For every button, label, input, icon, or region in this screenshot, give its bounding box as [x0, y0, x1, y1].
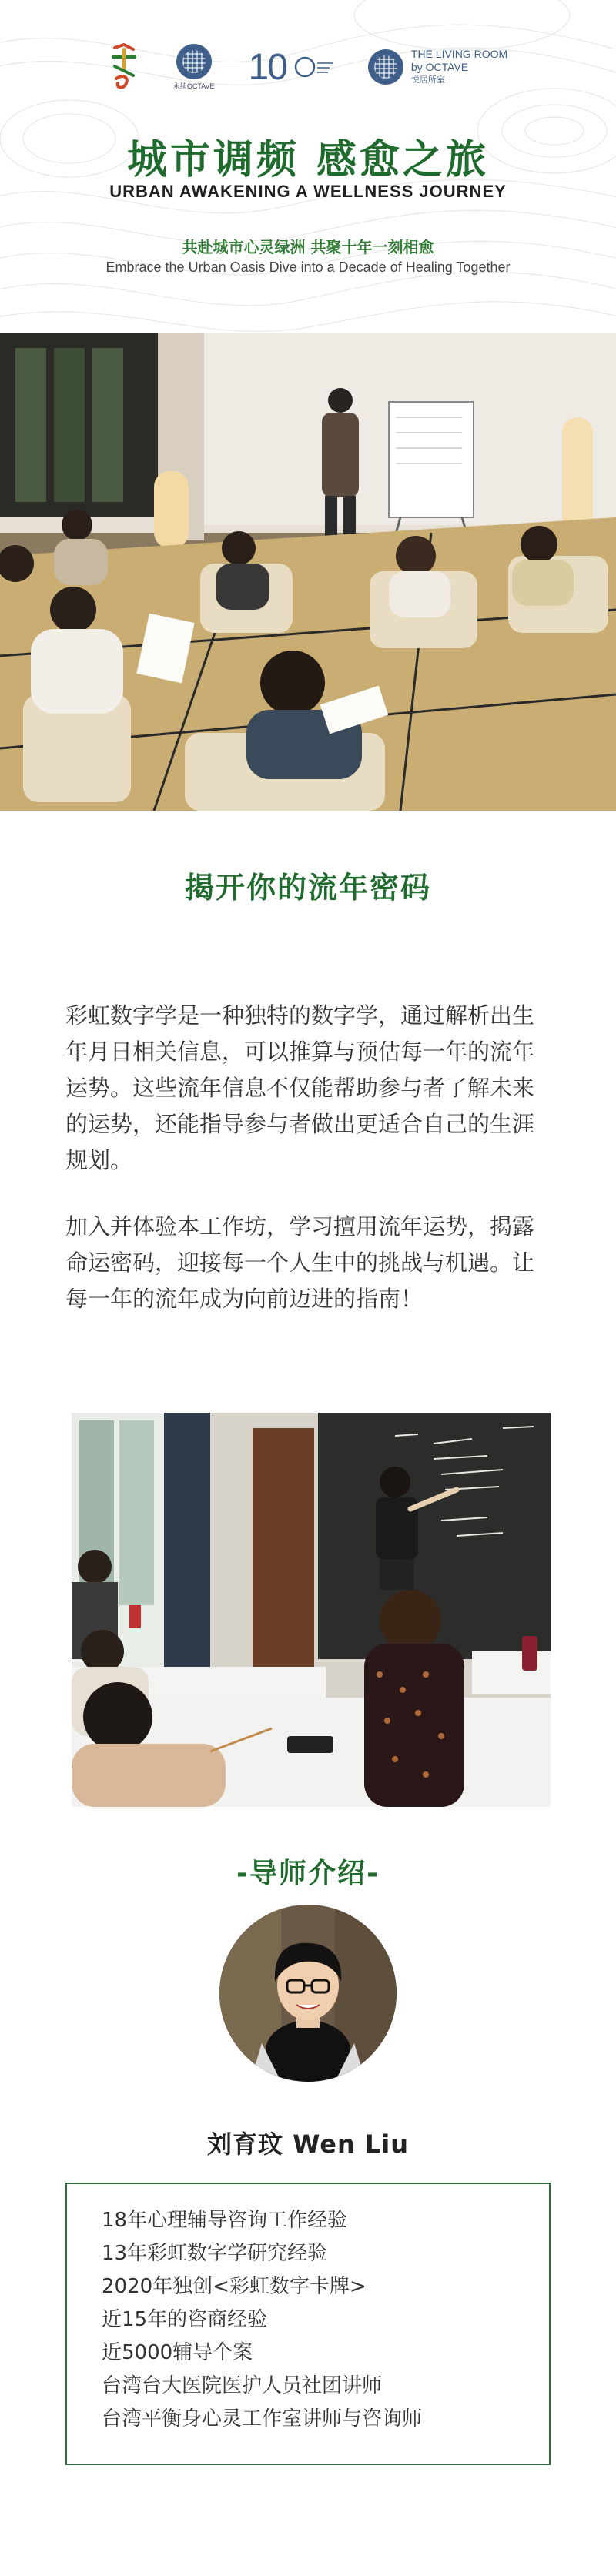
credential-item: 近15年的咨商经验	[102, 2308, 268, 2331]
credential-item: 台湾平衡身心灵工作室讲师与咨询师	[102, 2407, 423, 2430]
tenth-anniversary-mark: 10	[248, 46, 286, 88]
living-room-logo-line1: THE LIVING ROOM	[410, 47, 508, 60]
credential-item: 2020年独创<彩虹数字卡牌>	[102, 2275, 367, 2298]
living-room-logo-line2: by OCTAVE	[410, 60, 469, 73]
octave-logo-label: 永续OCTAVE	[172, 82, 215, 90]
tenth-anniversary-logo	[249, 46, 334, 89]
festival-logo-icon	[109, 43, 139, 91]
octave-logo-icon	[176, 44, 212, 79]
tagline-chinese: 共赴城市心灵绿洲 共聚十年一刻相愈	[182, 238, 434, 256]
page-subtitle: URBAN AWAKENING A WELLNESS JOURNEY	[109, 182, 507, 201]
living-room-logo	[368, 48, 507, 87]
tenth-anniversary-ring-icon	[294, 55, 334, 79]
mentor-section-heading: -导师介绍-	[236, 1858, 380, 1889]
section-heading-numerology: 揭开你的流年密码	[184, 871, 431, 905]
classroom-photo	[72, 1413, 551, 1807]
credential-item: 18年心理辅导咨询工作经验	[102, 2209, 348, 2232]
header-banner	[0, 0, 616, 333]
logo-row	[0, 43, 616, 91]
intro-paragraph: 彩虹数字学是一种独特的数字学，通过解析出生年月日相关信息，可以推算与预估每一年的流年运势。这些流年信息不仅能帮助参与者了解未来的运势，还能指导参与者做出更适合自己的生涯规划。	[65, 1002, 535, 1173]
credential-item: 近5000辅导个案	[102, 2341, 253, 2364]
mentor-credentials-box	[65, 2183, 551, 2465]
workshop-photo	[0, 333, 616, 811]
octave-logo	[173, 44, 215, 91]
living-room-logo-line3: 悦居所室	[410, 75, 445, 85]
invite-paragraph: 加入并体验本工作坊，学习擅用流年运势，揭露命运密码，迎接每一个人生中的挑战与机遇。让每一年的流年成为向前迈进的指南！	[65, 1213, 535, 1312]
living-room-logo-text	[411, 48, 507, 87]
tagline-english: Embrace the Urban Oasis Dive into a Decade of Healing Together	[105, 259, 511, 275]
page-title: 城市调频 感愈之旅	[126, 137, 490, 183]
credential-item: 台湾台大医院医护人员社团讲师	[102, 2374, 383, 2397]
avatar	[219, 1905, 397, 2082]
living-room-logo-icon	[368, 49, 403, 85]
credential-item: 13年彩虹数字学研究经验	[102, 2242, 328, 2265]
mentor-name: 刘育玟 Wen Liu	[206, 2129, 410, 2159]
festival-logo	[109, 43, 139, 91]
